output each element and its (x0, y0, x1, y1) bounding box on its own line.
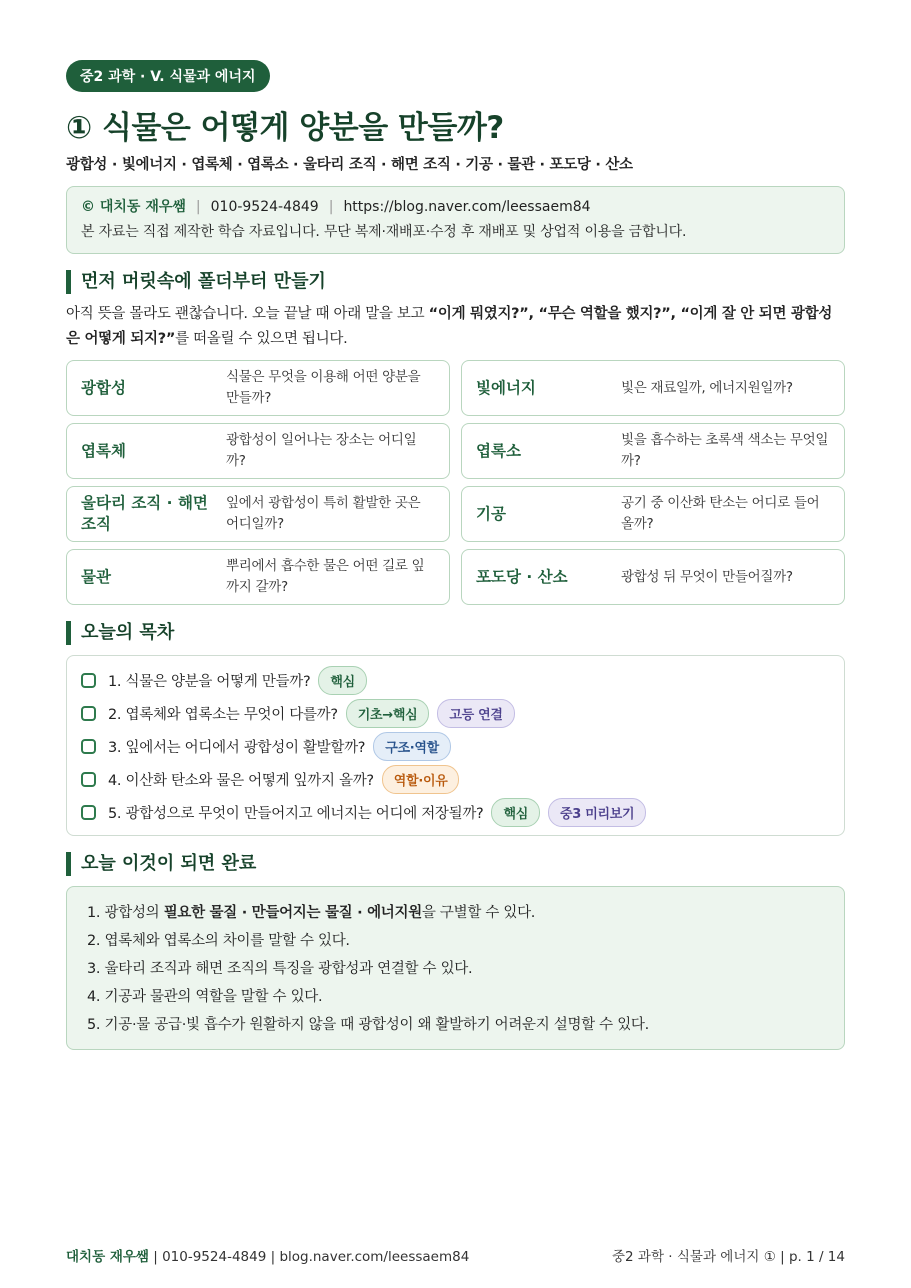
footer-contact: | 010-9524-4849 | blog.naver.com/leessaem84 (148, 1249, 470, 1265)
table-of-contents (66, 655, 845, 836)
footer-author: 대치동 재우쌤 (66, 1249, 149, 1265)
keyword-question: 잎에서 광합성이 특히 활발한 곳은 어디일까? (226, 495, 421, 532)
section-title-toc: 오늘의 목차 (66, 621, 845, 645)
keyword-term: 엽록체 (81, 441, 126, 460)
keyword-question: 빛을 흡수하는 초록색 색소는 무엇일까? (621, 432, 829, 469)
toc-item (81, 664, 830, 697)
author-name: © 대치동 재우쌤 (81, 199, 186, 215)
keyword-question: 광합성 뒤 무엇이 만들어질까? (621, 568, 793, 585)
copyright-notice: 본 자료는 직접 제작한 학습 자료입니다. 무단 복제·재배포·수정 후 재배포 및 상업적 이용을 금합니다. (81, 224, 687, 240)
footer-page-info: 중2 과학 · 식물과 에너지 ① | p. 1 / 14 (612, 1249, 845, 1265)
chapter-badge: 중2 과학 · V. 식물과 에너지 (66, 60, 270, 92)
keyword-card (461, 423, 845, 479)
copyright-box: © 대치동 재우쌤 | 010-9524-4849 | https://blog.naver.com/leessaem84 본 자료는 직접 제작한 학습 자료입니다. 무단 복제·재배포·수정 후 재배포 및 상업적 이용을 금합니다. (66, 186, 845, 254)
keyword-question: 광합성이 일어나는 장소는 어디일까? (226, 432, 417, 469)
toc-tag: 기초→핵심 (346, 699, 430, 728)
section-title-folders: 먼저 머릿속에 폴더부터 만들기 (66, 270, 845, 294)
page-title: ① 식물은 어떻게 양분을 만들까? (66, 110, 504, 146)
keyword-card (461, 486, 845, 542)
goal-item: 4. 기공과 물관의 역할을 말할 수 있다. (87, 989, 323, 1005)
keyword-term: 빛에너지 (476, 378, 536, 397)
toc-text: 5. 광합성으로 무엇이 만들어지고 에너지는 어디에 저장될까? (108, 806, 484, 822)
checkbox-icon[interactable] (81, 706, 96, 721)
blog-link[interactable]: https://blog.naver.com/leessaem84 (343, 199, 591, 215)
page (66, 60, 845, 1050)
footer (66, 1245, 845, 1265)
keyword-question: 공기 중 이산화 탄소는 어디로 들어올까? (621, 495, 820, 532)
goal-item: 2. 엽록체와 엽록소의 차이를 말할 수 있다. (87, 933, 350, 949)
keyword-list: 광합성 · 빛에너지 · 엽록체 · 엽록소 · 울타리 조직 · 해면 조직 · 기공 · 물관 · 포도당 · 산소 (66, 157, 633, 173)
keyword-term: 엽록소 (476, 441, 521, 460)
toc-text: 4. 이산화 탄소와 물은 어떻게 잎까지 올까? (108, 773, 374, 789)
checkbox-icon[interactable] (81, 739, 96, 754)
keyword-term: 기공 (476, 504, 506, 523)
toc-item (81, 763, 830, 796)
toc-tag: 핵심 (318, 666, 367, 695)
keyword-question: 빛은 재료일까, 에너지원일까? (621, 379, 793, 396)
goal-item: 3. 울타리 조직과 해면 조직의 특징을 광합성과 연결할 수 있다. (87, 961, 473, 977)
toc-tag: 고등 연결 (437, 699, 514, 728)
keyword-card (461, 549, 845, 605)
footer-left (66, 1245, 469, 1265)
goal-list (66, 886, 845, 1050)
keyword-term: 물관 (81, 567, 111, 586)
goal-item: 1. 광합성의 필요한 물질 · 만들어지는 물질 · 에너지원을 구별할 수 있다. (87, 905, 536, 921)
section-title-goals: 오늘 이것이 되면 완료 (66, 852, 845, 876)
goal-item: 5. 기공·물 공급·빛 흡수가 원활하지 않을 때 광합성이 왜 활발하기 어려운지 설명할 수 있다. (87, 1017, 649, 1033)
keyword-card (461, 360, 845, 416)
intro-text: 아직 뜻을 몰라도 괜찮습니다. 오늘 끝날 때 아래 말을 보고 “이게 뭐였지?”, “무슨 역할을 했지?”, “이게 잘 안 되면 광합성은 어떻게 되지?”를 떠올릴 수 있으면 됩니다. (66, 306, 833, 347)
checkbox-icon[interactable] (81, 772, 96, 787)
toc-item (81, 697, 830, 730)
keyword-question: 뿌리에서 흡수한 물은 어떤 길로 잎까지 갈까? (226, 558, 425, 595)
phone-number: 010-9524-4849 (210, 199, 319, 215)
toc-text: 2. 엽록체와 엽록소는 무엇이 다를까? (108, 707, 338, 723)
keyword-term: 광합성 (81, 378, 126, 397)
toc-tag: 역할·이유 (382, 765, 460, 794)
keyword-term: 포도당 · 산소 (476, 567, 568, 586)
keyword-question: 식물은 무엇을 이용해 어떤 양분을 만들까? (226, 369, 421, 406)
keyword-term: 울타리 조직 · 해면 조직 (81, 494, 208, 533)
toc-text: 1. 식물은 양분을 어떻게 만들까? (108, 674, 311, 690)
keyword-card-grid (66, 360, 845, 605)
keyword-card (66, 549, 450, 605)
toc-item (81, 730, 830, 763)
keyword-card (66, 360, 450, 416)
checkbox-icon[interactable] (81, 673, 96, 688)
toc-tag: 구조·역할 (373, 732, 451, 761)
toc-tag: 중3 미리보기 (548, 798, 646, 827)
checkbox-icon[interactable] (81, 805, 96, 820)
toc-tag: 핵심 (491, 798, 540, 827)
toc-text: 3. 잎에서는 어디에서 광합성이 활발할까? (108, 740, 366, 756)
keyword-card (66, 486, 450, 542)
keyword-card (66, 423, 450, 479)
toc-item (81, 796, 830, 829)
